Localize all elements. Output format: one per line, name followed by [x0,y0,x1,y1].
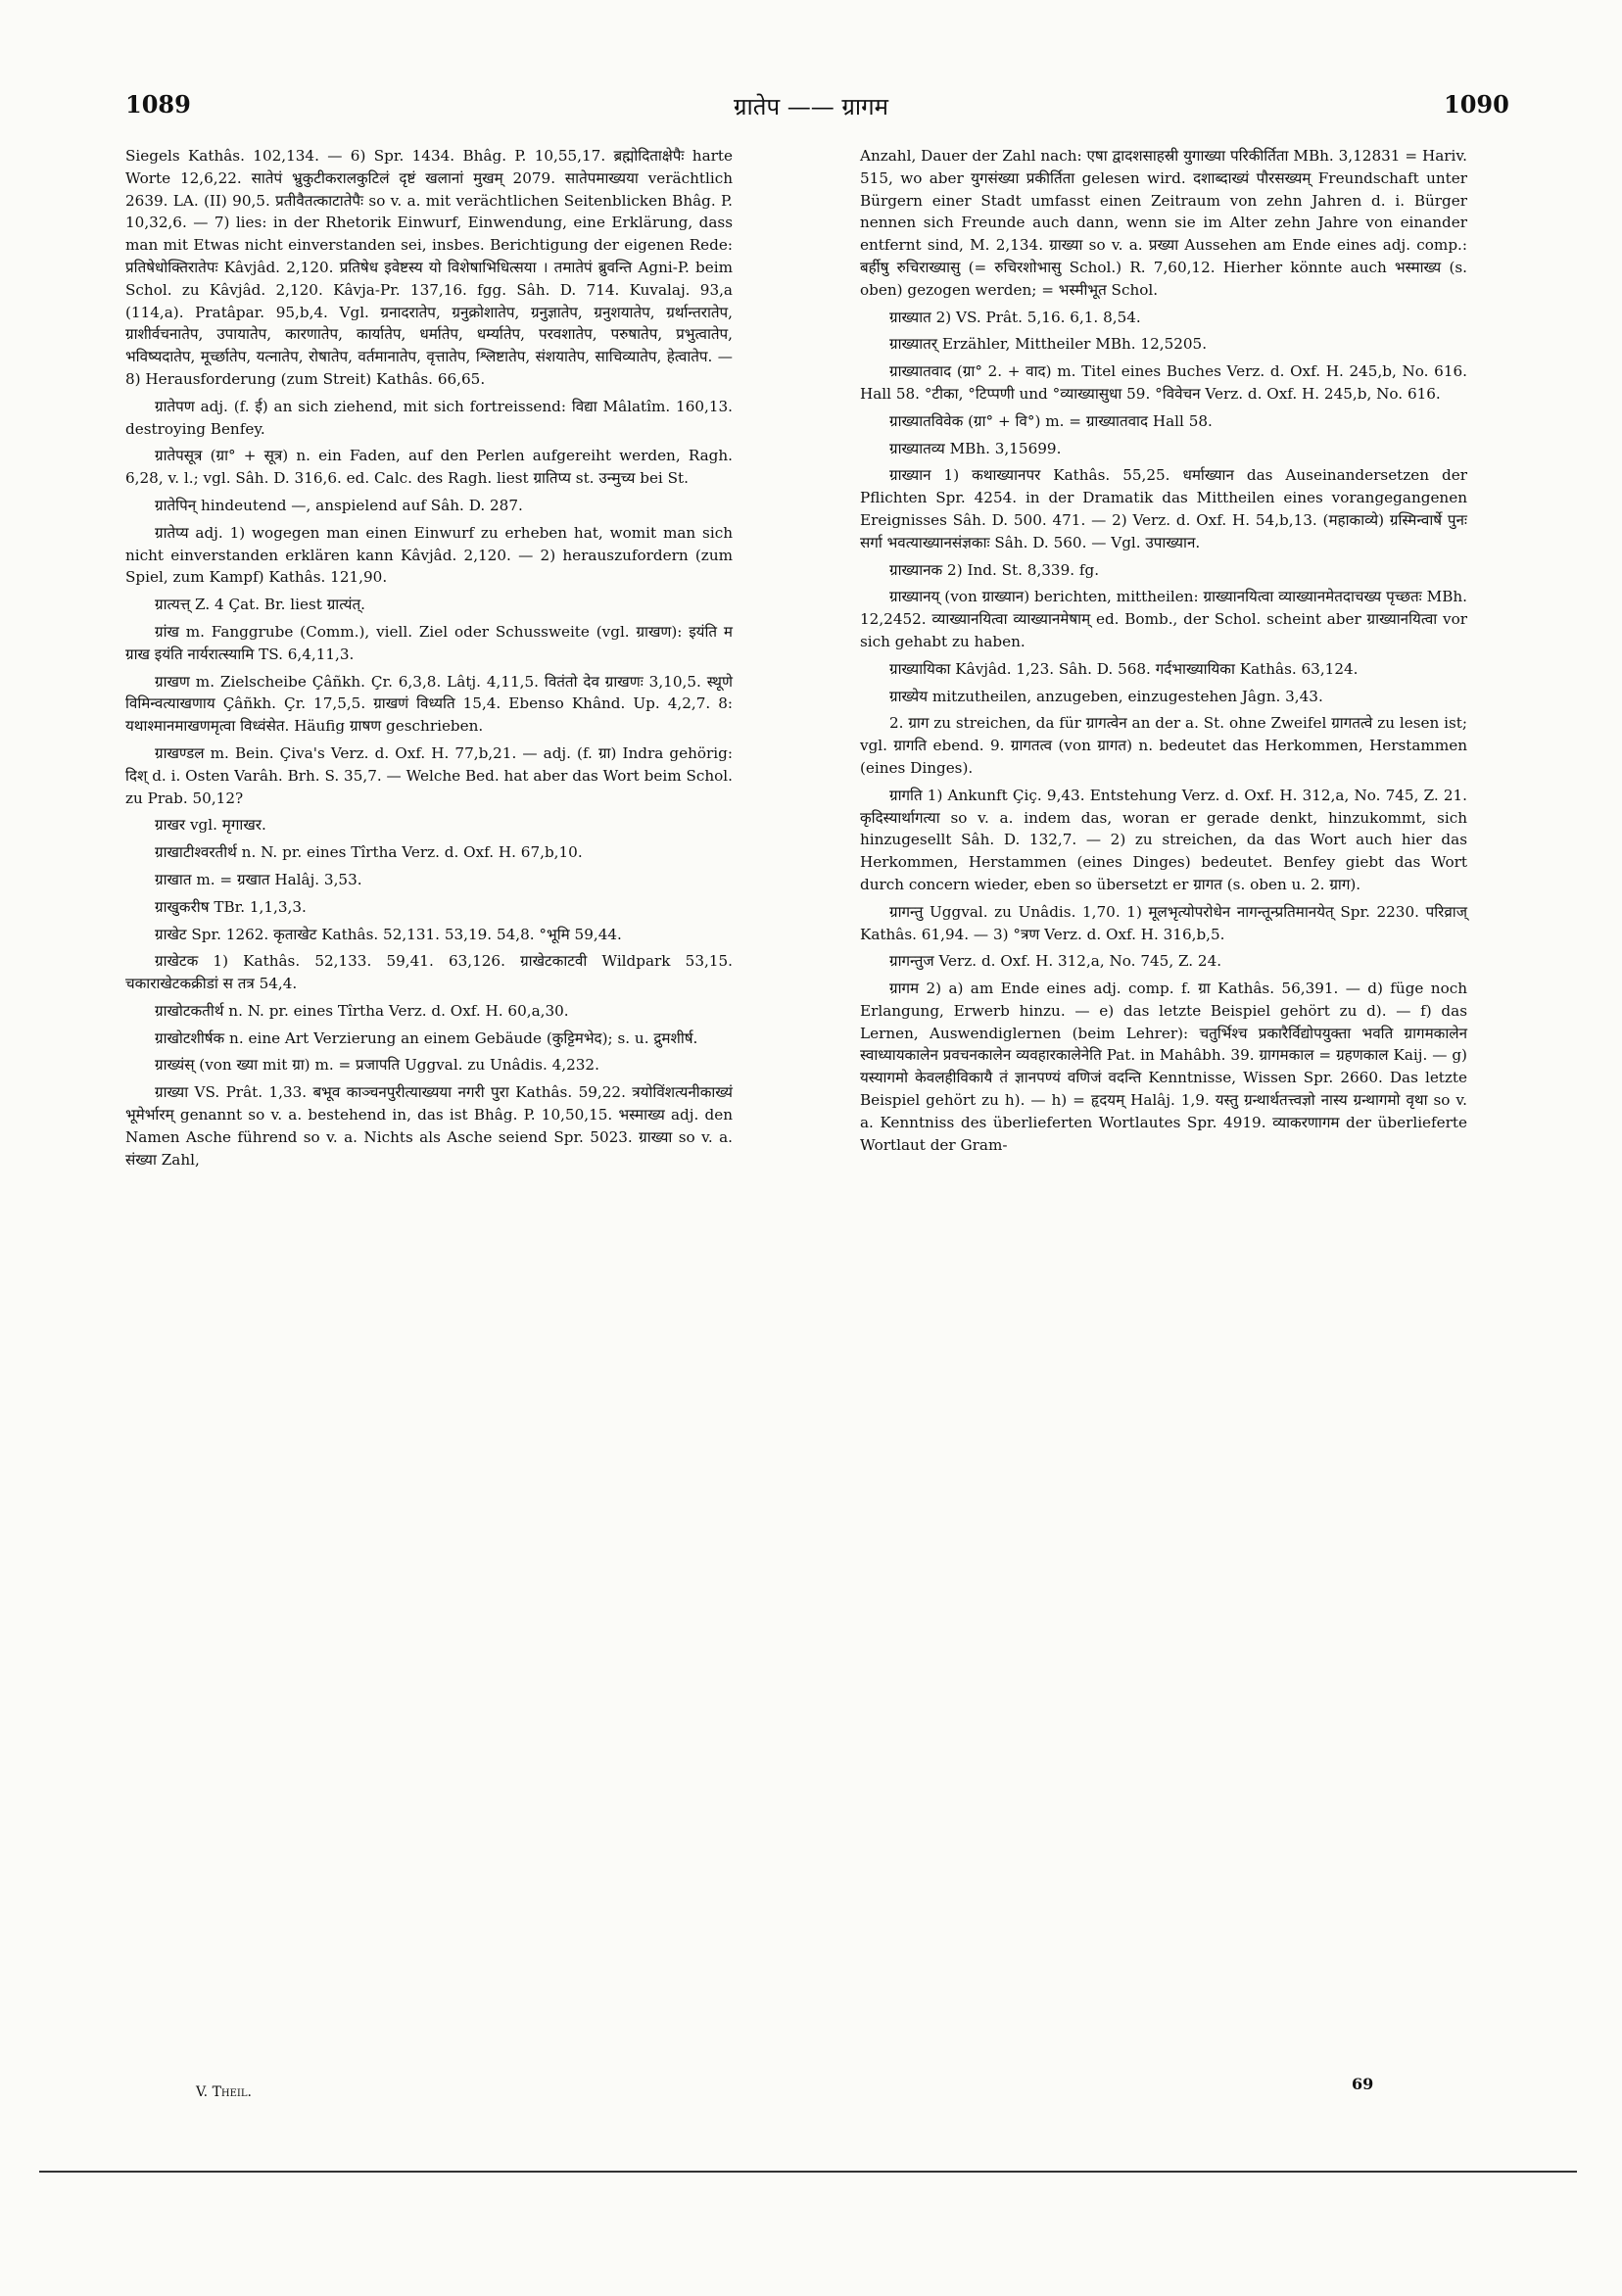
dictionary-entry: ग्राख्यंस् (von ख्या mit ग्रा) m. = प्रजापति Uggval. zu Unâdis. 4,232. [155,1056,599,1075]
dictionary-entry: ग्रागन्तुज Verz. d. Oxf. H. 312,a, No. 745, Z. 24. [889,952,1222,971]
right-column [860,145,1467,1161]
dictionary-entry: ग्राख्यातविवेक (ग्रा° + वि°) m. = ग्राख्यातवाद Hall 58. [889,411,1213,430]
signature-mark: 69 [1352,2075,1374,2093]
dictionary-entry: ग्राखाटीश्वरतीर्थ n. N. pr. eines Tîrtha Verz. d. Oxf. H. 67,b,10. [155,843,583,862]
volume-mark: V. Theil. [196,2084,252,2100]
bottom-rule [39,2171,1577,2173]
dictionary-entry: ग्राखात m. = ग्रखात Halâj. 3,53. [155,870,362,888]
dictionary-entry: ग्रागति 1) Ankunft Çiç. 9,43. Entstehung Verz. d. Oxf. H. 312,a, No. 745, Z. 21. कृदिस्यार्थागत्या so v. a. indem das, woran er gerade denkt, hinzukommt, sich hinzugesellt Sâh. D. 132,7. — 2) zu streichen, da das Wort auch hier das Herkommen, Herstammen (eines Dinges) bedeutet. Benfey giebt das Wort durch concern wieder, eben so übersetzt er ग्रागत (s. oben u. 2. ग्राग). [860,786,1467,893]
dictionary-entry: Anzahl, Dauer der Zahl nach: एषा द्वादशसाहस्री युगाख्या परिकीर्तिता MBh. 3,12831 = Hariv. 515, wo aber युगसंख्या प्रकीर्तिता gelesen wird. दशाब्दाख्यं पौरसख्यम् Freundschaft unter Bürgern einer Stadt umfasst einen Zeitraum von zehn Jahren d. i. Bürger nennen sich Freunde auch dann, wenn sie im Alter zehn Jahre von einander entfernt sind, M. 2,134. ग्राख्या so v. a. प्रख्या Aussehen am Ende eines adj. comp.: बर्हीषु रुचिराख्यासु (= रुचिरशोभासु Schol.) R. 7,60,12. Hierher könnte auch भस्माख्य (s. oben) gezogen werden; = भस्मीभूत Schol. [860,147,1467,299]
dictionary-entry: ग्रातेपिन् hindeutend —, anspielend auf Sâh. D. 287. [155,496,523,514]
dictionary-entry: ग्राखण्डल m. Bein. Çiva's Verz. d. Oxf. H. 77,b,21. — adj. (f. ग्रा) Indra gehörig: दिश् d. i. Osten Varâh. Brh. S. 35,7. — Welche Bed. hat aber das Wort beim Schol. zu Prab. 50,12? [125,743,733,807]
dictionary-entry: ग्राखेट Spr. 1262. कृताखेट Kathâs. 52,131. 53,19. 54,8. °भूमि 59,44. [155,925,622,943]
dictionary-entry: ग्राखेटक 1) Kathâs. 52,133. 59,41. 63,126. ग्राखेटकाटवी Wildpark 53,15. चकाराखेटकक्रीडां स तत्र 54,4. [125,952,733,993]
dictionary-entry: ग्रातेपण adj. (f. ई) an sich ziehend, mit sich fortreissend: विद्या Mâlatîm. 160,13. destroying Benfey. [125,397,733,438]
dictionary-entry: ग्राखुकरीष TBr. 1,1,3,3. [155,897,307,916]
dictionary-entry: ग्राखोटकतीर्थ n. N. pr. eines Tîrtha Verz. d. Oxf. H. 60,a,30. [155,1001,569,1020]
dictionary-entry: ग्रातेप्य adj. 1) wogegen man einen Einwurf zu erheben hat, womit man sich nicht einverstanden erklären kann Kâvjâd. 2,120. — 2) herauszufordern (zum Spiel, zum Kampf) Kathâs. 121,90. [125,523,733,587]
dictionary-entry: ग्राखोटशीर्षक n. eine Art Verzierung an einem Gebäude (कुट्टिमभेद); s. u. द्रुमशीर्ष. [155,1028,698,1047]
left-column [125,145,733,1175]
dictionary-entry: ग्राख्यातर् Erzähler, Mittheiler MBh. 12,5205. [889,335,1208,354]
dictionary-entry: ग्राख्यातवाद (ग्रा° 2. + वाद) m. Titel eines Buches Verz. d. Oxf. H. 245,b, No. 616. Hall 58. °टीका, °टिप्पणी und °व्याख्यासुधा 59. °विवेचन Verz. d. Oxf. H. 245,b, No. 616. [860,362,1467,403]
dictionary-entry: ग्रात्यत्त् Z. 4 Çat. Br. liest ग्रात्यंत्. [155,596,365,614]
page-number-left: 1089 [125,90,191,119]
dictionary-entry: ग्राखर vgl. मृगाखर. [155,816,266,835]
dictionary-entry: 2. ग्राग zu streichen, da für ग्रागत्वेन an der a. St. ohne Zweifel ग्रागतत्वे zu lesen ist; vgl. ग्रागति ebend. 9. ग्रागतत्व (von ग्रागत) n. bedeutet das Herkommen, Herstammen (eines Dinges). [860,714,1467,777]
page-header [0,90,1622,129]
dictionary-entry: ग्राख्यात 2) VS. Prât. 5,16. 6,1. 8,54. [889,308,1141,326]
dictionary-entry: ग्राखण m. Zielscheibe Çâñkh. Çr. 6,3,8. Lâtj. 4,11,5. वितंतो देव ग्राखणः 3,10,5. स्थूणे विमिन्वत्याखणाय Çâñkh. Çr. 17,5,5. ग्राखणं विध्यति 15,4. Ebenso Khând. Up. 4,2,7. 8: यथाश्मानमाखणमृत्वा विध्वंसेत. Häufig ग्राषण geschrieben. [125,672,733,736]
dictionary-entry: ग्राख्येय mitzutheilen, anzugeben, einzugestehen Jâgn. 3,43. [889,687,1323,705]
dictionary-entry: ग्रागम 2) a) am Ende eines adj. comp. f. ग्रा Kathâs. 56,391. — d) füge noch Erlangung, Erwerb hinzu. — e) das letzte Beispiel gehört zu d). — f) das Lernen, Auswendiglernen (beim Lehrer): चतुर्भिश्च प्रकारैर्विद्योपयुक्ता भवति ग्रागमकालेन स्वाध्यायकालेन प्रवचनकालेन व्यवहारकालेनेति Pat. in Mahâbh. 39. ग्रागमकाल = ग्रहणकाल Kaij. — g) यस्यागमो केवलहीविकायै तं ज्ञानपण्यं वणिजं वदन्ति Kenntnisse, Wissen Spr. 2660. Das letzte Beispiel gehört zu h). — h) = हृदयम् Halâj. 1,9. यस्तु ग्रन्थार्थतत्त्वज्ञो नास्य ग्रन्थागमो वृथा so v. a. Kenntniss des überlieferten Wortlautes Spr. 4919. व्याकरणागम der überlieferte Wortlaut der Gram- [860,980,1467,1154]
dictionary-entry: ग्राख्यातव्य MBh. 3,15699. [889,439,1062,457]
dictionary-entry: Siegels Kathâs. 102,134. — 6) Spr. 1434. Bhâg. P. 10,55,17. ब्रह्मोदिताक्षेपैः harte Worte 12,6,22. सातेपं भ्रुकुटीकरालकुटिलं दृष्टं खलानां मुखम् 2079. सातेपमाख्यया verächtlich 2639. LA. (II) 90,5. प्रतीवैतत्काटातेपैः so v. a. mit verächtlichen Seitenblicken Bhâg. P. 10,32,6. — 7) lies: in der Rhetorik Einwurf, Einwendung, eine Erklärung, dass man mit Etwas nicht einverstanden sei, insbes. Berichtigung der eigenen Rede: प्रतिषेधोक्तिरातेपः Kâvjâd. 2,120. प्रतिषेध इवेष्टस्य यो विशेषाभिधित्सया । तमातेपं ब्रुवन्ति Agni-P. beim Schol. zu Kâvjâd. 2,120. Kâvja-Pr. 137,16. fgg. Sâh. D. 714. Kuvalaj. 93,a (114,a). Pratâpar. 95,b,4. Vgl. ग्रनादरातेप, ग्रनुक्रोशातेप, ग्रनुज्ञातेप, ग्रनुशयातेप, ग्रर्थान्तरातेप, ग्राशीर्वचनातेप, उपायातेप, कारणातेप, कार्यातेप, धर्मातेप, धर्म्यातेप, परवशातेप, परुषातेप, प्रभुत्वातेप, भविष्यदातेप, मूर्च्छातेप, यत्नातेप, रोषातेप, वर्तमानातेप, वृत्तातेप, श्लिष्टातेप, संशयातेप, साचिव्यातेप, हेत्वातेप. — 8) Herausforderung (zum Streit) Kathâs. 66,65. [125,147,733,388]
dictionary-entry: ग्राख्यानय् (von ग्राख्यान) berichten, mittheilen: ग्राख्यानयित्वा व्याख्यानमेतदाचख्य पृच्छतः MBh. 12,2452. व्याख्यानयित्वा व्याख्यानमेषाम् ed. Bomb., der Schol. scheint aber ग्राख्यानयित्वा vor sich gehabt zu haben. [860,588,1467,650]
dictionary-entry: ग्राख्यायिका Kâvjâd. 1,23. Sâh. D. 568. गर्दभाख्यायिका Kathâs. 63,124. [889,659,1359,678]
dictionary-entry: ग्रागन्तु Uggval. zu Unâdis. 1,70. 1) मूलभृत्योपरोधेन नागन्तून्प्रतिमानयेत् Spr. 2230. परिव्राज् Kathâs. 61,94. — 3) °त्रण Verz. d. Oxf. H. 316,b,5. [860,902,1467,943]
page-number-right: 1090 [1444,90,1509,119]
dictionary-entry: ग्रांख m. Fanggrube (Comm.), viell. Ziel oder Schussweite (vgl. ग्राखण): इयंति म ग्राख इयंति नार्यरात्स्यामि TS. 6,4,11,3. [125,622,733,663]
dictionary-entry: ग्राख्यान 1) कथाख्यानपर Kathâs. 55,25. धर्माख्यान das Auseinandersetzen der Pflichten Spr. 4254. in der Dramatik das Mittheilen eines vorangegangenen Ereignisses Sâh. D. 500. 471. — 2) Verz. d. Oxf. H. 54,b,13. (महाकाव्ये) ग्रस्मिन्वार्षे पुनः सर्गा भवत्याख्यानसंज्ञकाः Sâh. D. 560. — Vgl. उपाख्यान. [860,466,1467,551]
running-title: ग्रातेप —— ग्रागम [734,93,888,120]
dictionary-entry: ग्रातेपसूत्र (ग्रा° + सूत्र) n. ein Faden, auf den Perlen aufgereiht werden, Ragh. 6,28, v. l.; vgl. Sâh. D. 316,6. ed. Calc. des Ragh. liest ग्रातिप्य st. उन्मुच्य bei St. [125,447,733,488]
dictionary-entry: ग्राख्यानक 2) Ind. St. 8,339. fg. [889,560,1100,579]
dictionary-entry: ग्राख्या VS. Prât. 1,33. बभूव काञ्चनपुरीत्याख्यया नगरी पुरा Kathâs. 59,22. त्रयोविंशत्यनीकाख्यं भूमेर्भारम् genannt so v. a. bestehend in, das ist Bhâg. P. 10,50,15. भस्माख्य adj. den Namen Asche führend so v. a. Nichts als Asche seiend Spr. 5023. ग्राख्या so v. a. संख्या Zahl, [125,1083,733,1169]
